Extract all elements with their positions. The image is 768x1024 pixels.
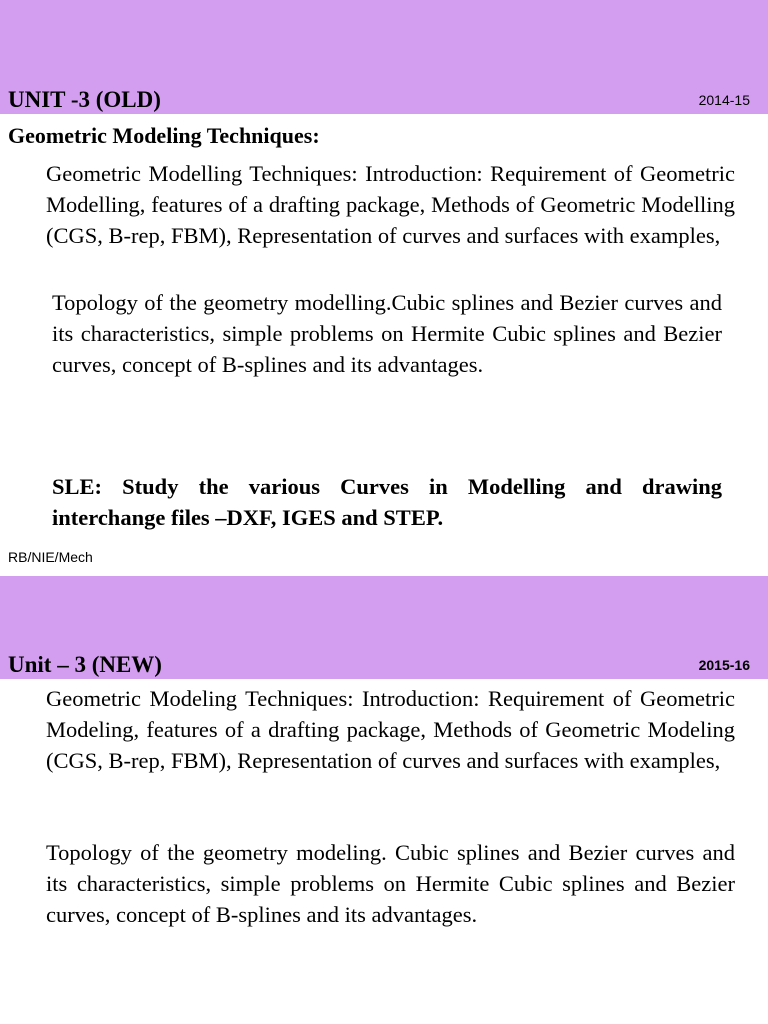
sle-paragraph: SLE: Study the various Curves in Modelling and drawing interchange files –DXF, IGES and STEP. bbox=[52, 474, 722, 530]
title-bar bbox=[0, 576, 768, 679]
slide-subtitle: Geometric Modeling Techniques: bbox=[8, 123, 320, 148]
syllabus-paragraph: Geometric Modelling Techniques: Introduction: Requirement of Geometric Modelling, features of a drafting package, Methods of Geometric Modelling (CGS, B-rep, FBM), Representation of curves and surfaces with examples, bbox=[46, 161, 735, 248]
slide-title: Unit – 3 (NEW) bbox=[8, 652, 162, 677]
syllabus-paragraph: Topology of the geometry modelling.Cubic splines and Bezier curves and its characteristics, simple problems on Hermite Cubic splines and Bezier curves, concept of B-splines and its advantages. bbox=[52, 290, 722, 377]
syllabus-paragraph: Topology of the geometry modeling. Cubic splines and Bezier curves and its characteristics, simple problems on Hermite Cubic splines and Bezier curves, concept of B-splines and its advantages. bbox=[46, 840, 735, 927]
syllabus-paragraph: Geometric Modeling Techniques: Introduction: Requirement of Geometric Modeling, features of a drafting package, Methods of Geometric Modeling (CGS, B-rep, FBM), Representation of curves and surfaces with examples, bbox=[46, 686, 735, 773]
title-bar bbox=[0, 0, 768, 114]
slide-title: UNIT -3 (OLD) bbox=[8, 87, 161, 112]
slide-year: 2015-16 bbox=[698, 657, 750, 673]
slide-unit-3-new bbox=[0, 576, 768, 1024]
slide-footer: RB/NIE/Mech bbox=[8, 549, 93, 565]
slide-year: 2014-15 bbox=[698, 92, 750, 108]
